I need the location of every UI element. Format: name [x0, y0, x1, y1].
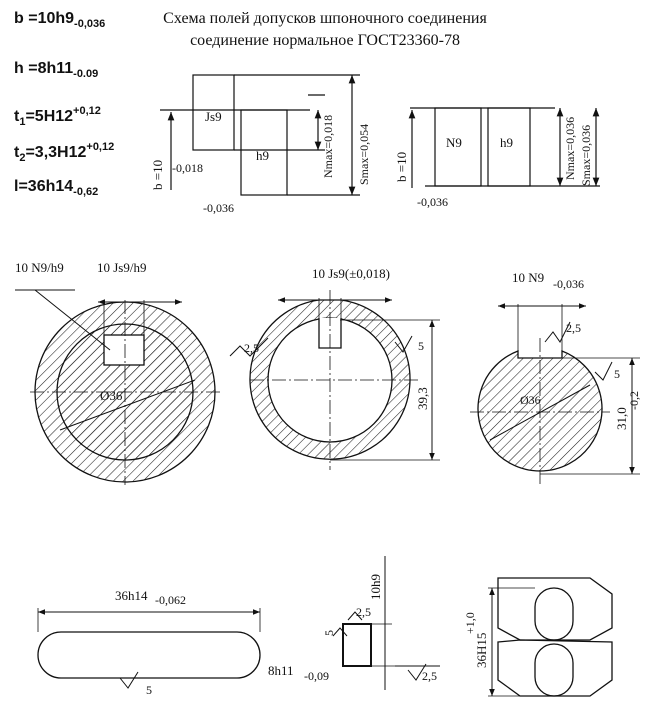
hub-cross-section	[230, 290, 440, 470]
roughness-key	[120, 672, 138, 688]
keyway-top	[535, 588, 573, 640]
nmax-label-2: Nmax=0,036	[563, 116, 577, 180]
param-b-value: =10h9	[23, 10, 75, 27]
rough-2-5: 2,5	[244, 341, 259, 355]
keyway-bottom	[535, 644, 573, 696]
smax-label: Smax=0,054	[357, 123, 371, 185]
title-line-2: соединение нормальное ГОСТ23360-78	[190, 32, 460, 49]
label-rough-5-key: 5	[146, 683, 152, 697]
label-js9: Js9	[205, 109, 222, 124]
param-t2-idx: 2	[19, 152, 26, 164]
label-n9: N9	[446, 135, 462, 150]
param-t1-dev: +0,12	[73, 105, 101, 117]
label-b-10: b =10	[150, 159, 165, 190]
dev-minus-0018: -0,018	[172, 161, 203, 175]
dim-31-dev: -0,2	[627, 391, 641, 410]
nmax-label: Nmax=0,018	[321, 114, 335, 178]
param-h-value: =8h11	[23, 60, 74, 77]
label-36h14: 36h14	[115, 588, 148, 603]
param-l-name: l	[14, 178, 19, 195]
shaft-outline	[498, 640, 612, 696]
param-b-dev: -0,036	[74, 18, 106, 30]
label-8h11: 8h11	[268, 663, 294, 678]
label-10-js9-h9: 10 Js9/h9	[97, 260, 147, 275]
title-line-1: Схема полей допусков шпоночного соединения	[163, 10, 487, 27]
param-l-value: =36h14	[18, 178, 74, 195]
label-36h14-dev: -0,062	[155, 593, 186, 607]
label-h9-2: h9	[500, 135, 513, 150]
label-10-n9: 10 N9	[512, 270, 545, 285]
label-36h15: 36H15	[474, 632, 489, 668]
dev-minus-0036: -0,036	[203, 201, 234, 215]
label-8h11-dev: -0,09	[304, 669, 329, 683]
smax-label-2: Smax=0,036	[579, 124, 593, 186]
label-b-10-2: b =10	[394, 151, 409, 182]
label-10h9: 10h9	[368, 574, 383, 600]
dim-39-3-label: 39,3	[415, 387, 430, 410]
param-t1-idx: 1	[19, 116, 26, 128]
key-section-rect	[343, 624, 371, 666]
dev-minus-0036-2: -0,036	[417, 195, 448, 209]
key-outline	[38, 632, 260, 678]
param-l-dev: -0,62	[73, 186, 99, 198]
param-t2-dev: +0,12	[86, 141, 115, 153]
rough-5-3: 5	[614, 367, 620, 381]
label-rough-2-5-top: 2,5	[356, 605, 371, 619]
dim-31-label: 31,0	[614, 407, 629, 430]
rough-5: 5	[418, 339, 424, 353]
label-36h15-dev: +1,0	[463, 612, 477, 634]
hub-outline	[498, 578, 612, 640]
roughness-right-3	[595, 362, 612, 380]
param-t1-name: t	[14, 108, 20, 125]
rough-2-5-3: 2,5	[566, 321, 581, 335]
label-diam-36-3: Ø36	[520, 393, 541, 407]
param-t2-value: =3,3H12	[25, 144, 87, 161]
param-t1-value: =5H12	[25, 108, 74, 125]
param-h-dev: -0.09	[73, 68, 99, 80]
param-t2-name: t	[14, 144, 20, 161]
label-10-js9: 10 Js9(±0,018)	[312, 266, 390, 281]
label-n9-dev: -0,036	[553, 277, 584, 291]
label-10-n9-h9: 10 N9/h9	[15, 260, 64, 275]
label-h9: h9	[256, 148, 269, 163]
key-plan-view	[38, 608, 260, 688]
shaft-cross-section	[470, 304, 640, 485]
label-rough-5-left: 5	[322, 630, 336, 636]
slot-view	[488, 578, 612, 696]
label-diam-36: Ø36	[100, 388, 123, 403]
param-h-name: h	[14, 60, 24, 77]
label-rough-2-5-right: 2,5	[422, 669, 437, 683]
param-b-name: b	[14, 10, 24, 27]
